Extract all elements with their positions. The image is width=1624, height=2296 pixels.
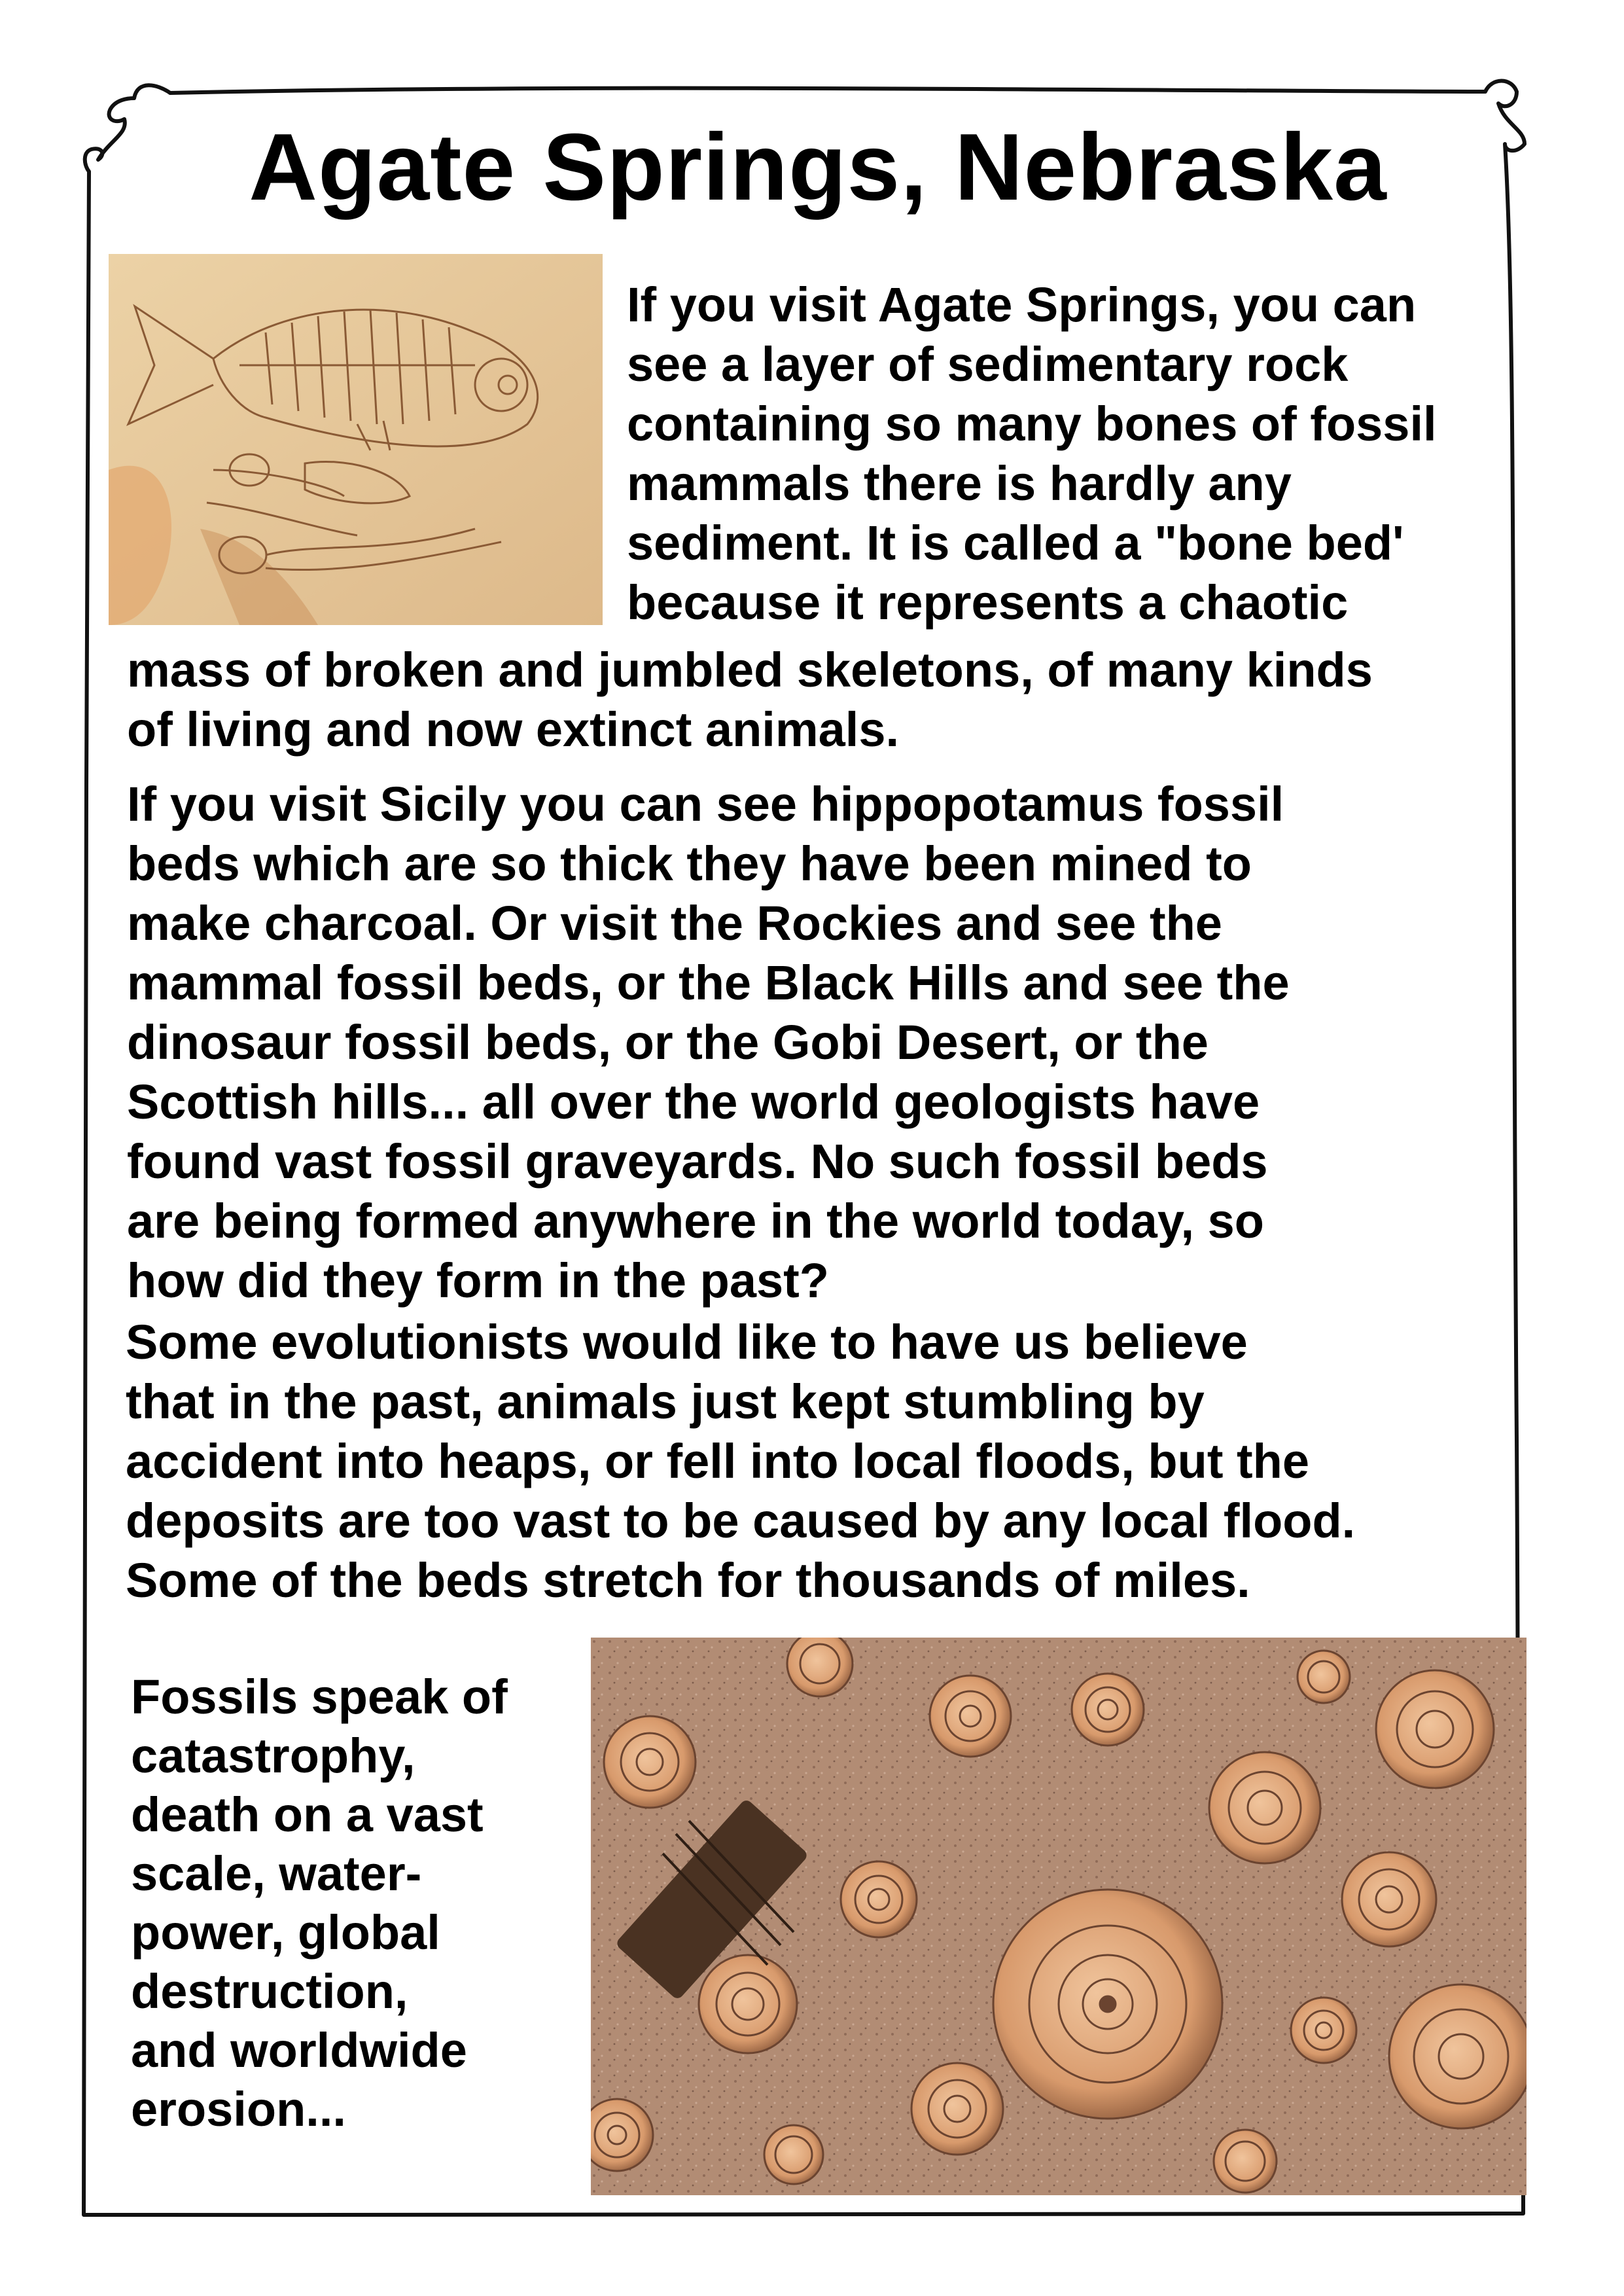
- ammonite-fossil-bed-image: [591, 1638, 1527, 2195]
- paragraph-2-line: Scottish hills... all over the world geologists have: [127, 1075, 1260, 1129]
- paragraph-1-line: of living and now extinct animals.: [127, 702, 900, 757]
- paragraph-1-lower: [127, 640, 1373, 759]
- caption-line: erosion...: [131, 2082, 346, 2136]
- paragraph-3-line: Some evolutionists would like to have us believe: [126, 1315, 1248, 1369]
- paragraph-2-line: beds which are so thick they have been mined to: [127, 836, 1252, 891]
- caption-line: Fossils speak of: [131, 1670, 508, 1724]
- caption-line: destruction,: [131, 1964, 408, 2018]
- paragraph-1-line: because it represents a chaotic: [627, 575, 1349, 630]
- caption-line: power, global: [131, 1905, 440, 1960]
- caption-line: catastrophy,: [131, 1729, 415, 1783]
- caption-line: and worldwide: [131, 2023, 467, 2077]
- paragraph-2-line: make charcoal. Or visit the Rockies and see the: [127, 896, 1222, 950]
- paragraph-1-line: mass of broken and jumbled skeletons, of many kinds: [127, 643, 1373, 697]
- paragraph-2-line: mammal fossil beds, or the Black Hills and see the: [127, 956, 1290, 1010]
- caption-line: death on a vast: [131, 1787, 484, 1842]
- page-title: Agate Springs, Nebraska: [249, 114, 1387, 220]
- paragraph-2-line: are being formed anywhere in the world today, so: [127, 1194, 1264, 1248]
- side-caption: [131, 1668, 508, 2139]
- paragraph-1-line: see a layer of sedimentary rock: [627, 337, 1349, 391]
- fish-fossil-image: [109, 254, 603, 625]
- paragraph-3-line: deposits are too vast to be caused by any local flood.: [126, 1494, 1356, 1548]
- paragraph-1-line: mammals there is hardly any: [627, 456, 1292, 511]
- paragraph-2-line: dinosaur fossil beds, or the Gobi Desert, or the: [127, 1015, 1209, 1069]
- paragraph-2: [127, 774, 1290, 1310]
- caption-line: scale, water-: [131, 1846, 422, 1901]
- paragraph-2-line: how did they form in the past?: [127, 1253, 829, 1308]
- paragraph-3-line: Some of the beds stretch for thousands of miles.: [126, 1553, 1250, 1607]
- paragraph-3: [126, 1312, 1355, 1610]
- paragraph-1-upper: [627, 275, 1437, 632]
- paragraph-2-line: If you visit Sicily you can see hippopotamus fossil: [127, 777, 1284, 831]
- paragraph-1-line: containing so many bones of fossil: [627, 397, 1437, 451]
- paragraph-3-line: that in the past, animals just kept stumbling by: [126, 1374, 1205, 1429]
- paragraph-3-line: accident into heaps, or fell into local floods, but the: [126, 1434, 1310, 1488]
- paragraph-2-line: found vast fossil graveyards. No such fossil beds: [127, 1134, 1268, 1189]
- paragraph-1-line: If you visit Agate Springs, you can: [627, 278, 1417, 332]
- paragraph-1-line: sediment. It is called a "bone bed': [627, 516, 1404, 570]
